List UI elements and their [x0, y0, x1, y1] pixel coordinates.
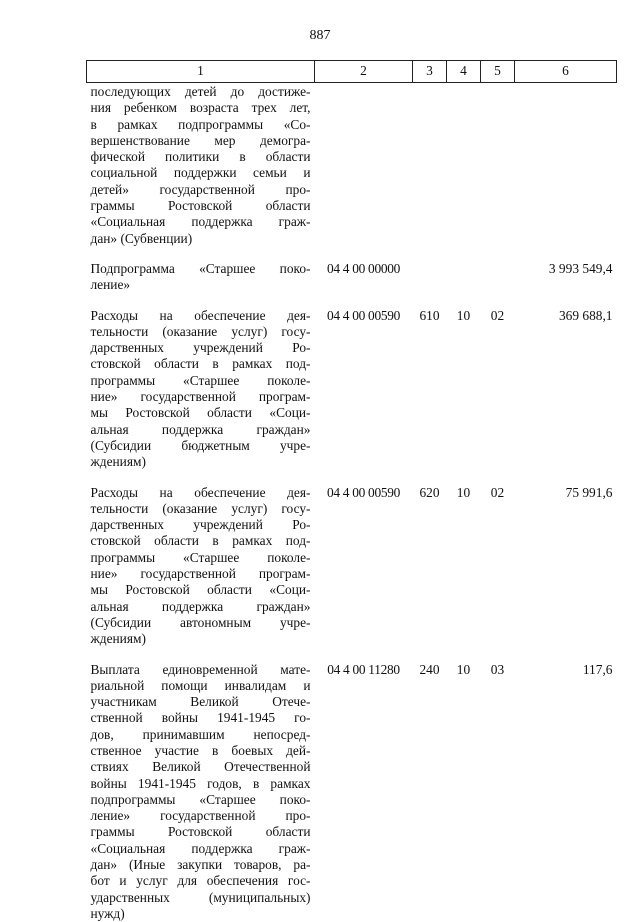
table-header	[87, 61, 617, 83]
column-header-5: 5	[481, 61, 515, 83]
header-row	[87, 61, 617, 83]
row-expense-type: 620	[413, 485, 447, 662]
row-expense-type: 610	[413, 308, 447, 485]
page-number: 887	[0, 28, 640, 44]
row-subsection	[481, 261, 515, 308]
row-section: 10	[447, 662, 481, 922]
row-target-code: 04 4 00 00000	[315, 261, 413, 308]
row-subsection: 02	[481, 485, 515, 662]
row-description: последующих детей до достиже- ния ребенком возраста трех лет, в рамках подпрограммы «Со- вершенствование мер демогра- фической политики в области социальной поддержки семьи и детей» государственной про- граммы Ростовской области «Социальная поддержка граж- дан» (Субвенции)	[87, 83, 315, 261]
row-subsection	[481, 83, 515, 261]
row-target-code: 04 4 00 00590	[315, 485, 413, 662]
table-row	[87, 261, 617, 308]
row-expense-type: 240	[413, 662, 447, 922]
row-amount: 117,6	[515, 662, 617, 922]
row-amount: 3 993 549,4	[515, 261, 617, 308]
row-target-code	[315, 83, 413, 261]
row-amount: 75 991,6	[515, 485, 617, 662]
row-description: Подпрограмма «Старшее поко- ление»	[87, 261, 315, 308]
table-row	[87, 485, 617, 662]
row-subsection: 02	[481, 308, 515, 485]
row-section	[447, 261, 481, 308]
column-header-2: 2	[315, 61, 413, 83]
table-row	[87, 83, 617, 261]
row-target-code: 04 4 00 00590	[315, 308, 413, 485]
row-expense-type	[413, 83, 447, 261]
row-description: Расходы на обеспечение дея- тельности (оказание услуг) госу- дарственных учреждений Ро- стовской области в рамках под- программы «Старшее поколе- ние» государственной програм- мы Ростовской области «Соци- альная поддержка граждан» (Субсидии бюджетным учре- ждениям)	[87, 308, 315, 485]
table-row	[87, 308, 617, 485]
column-header-6: 6	[515, 61, 617, 83]
column-header-4: 4	[447, 61, 481, 83]
column-header-3: 3	[413, 61, 447, 83]
row-subsection: 03	[481, 662, 515, 922]
table-body	[87, 83, 617, 922]
table-row	[87, 662, 617, 922]
row-target-code: 04 4 00 11280	[315, 662, 413, 922]
row-description: Расходы на обеспечение дея- тельности (оказание услуг) госу- дарственных учреждений Ро- стовской области в рамках под- программы «Старшее поколе- ние» государственной програм- мы Ростовской области «Соци- альная поддержка граждан» (Субсидии автономным учре- ждениям)	[87, 485, 315, 662]
row-section	[447, 83, 481, 261]
row-amount: 369 688,1	[515, 308, 617, 485]
column-header-1: 1	[87, 61, 315, 83]
row-amount	[515, 83, 617, 261]
budget-table	[86, 60, 617, 922]
row-expense-type	[413, 261, 447, 308]
row-section: 10	[447, 485, 481, 662]
row-description: Выплата единовременной мате- риальной помощи инвалидам и участникам Великой Отече- ственной войны 1941-1945 го- дов, принимавшим непосред- ственное участие в боевых дей- ствиях Великой Отечественной войны 1941-1945 годов, в рамках подпрограммы «Старшее поко- ление» государственной про- граммы Ростовской области «Социальная поддержка граж- дан» (Иные закупки товаров, ра- бот и услуг для обеспечения гос- ударственных (муниципальных) нужд)	[87, 662, 315, 922]
row-section: 10	[447, 308, 481, 485]
